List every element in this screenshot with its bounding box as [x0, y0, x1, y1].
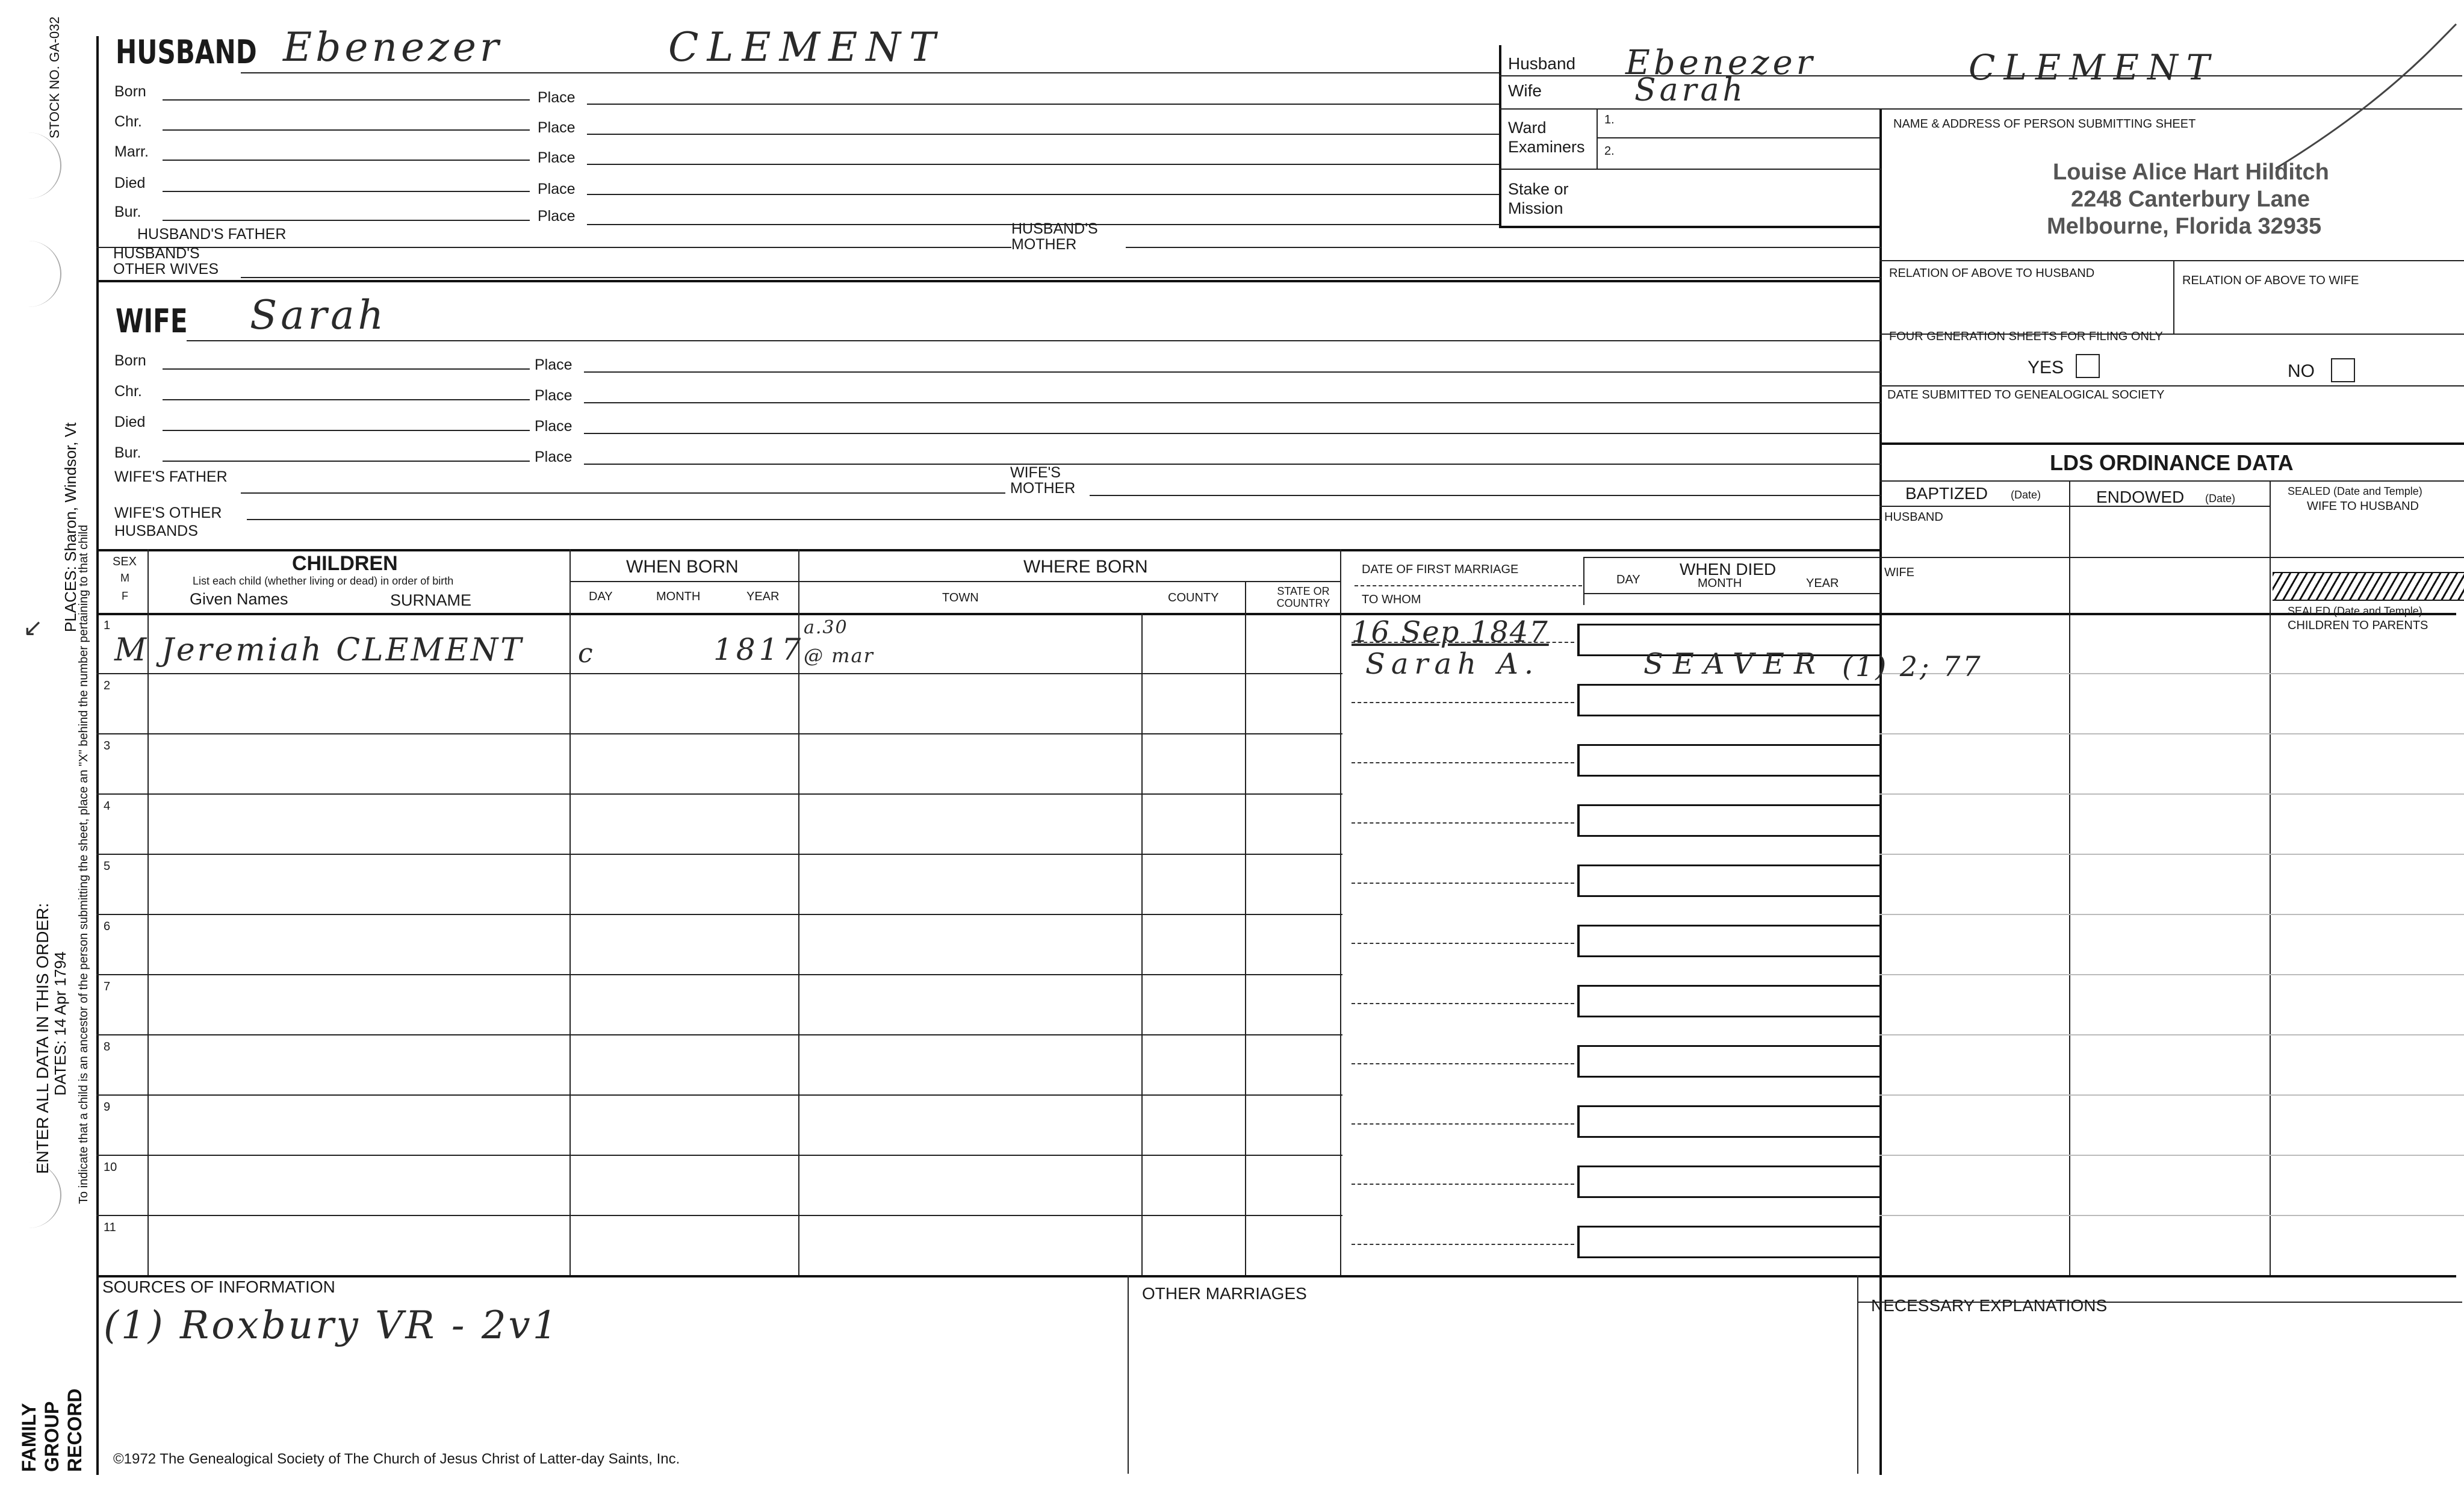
lds-col-divider-1 — [2069, 480, 2070, 1275]
sealed-wife-label: SEALED (Date and Temple) — [2288, 485, 2422, 497]
wife-born-date-line — [163, 368, 530, 370]
box-wife-label: Wife — [1508, 81, 1542, 100]
husband-marr-place-line — [587, 164, 1499, 165]
husband-name-line — [241, 72, 1499, 73]
marriage-dash — [1351, 1244, 1574, 1245]
lds-row-line — [1879, 854, 2464, 855]
wife-mother-label: WIFE'S MOTHER — [1010, 464, 1076, 497]
died-box — [1577, 744, 1882, 777]
wife-other-husbands-line — [247, 519, 1881, 520]
lds-top-line — [1879, 442, 2464, 445]
lds-row-line — [1879, 1034, 2464, 1035]
county-header: COUNTY — [1168, 591, 1219, 604]
punch-hole — [24, 241, 61, 307]
baptized-date-label: (Date) — [2011, 489, 2041, 501]
ward-examiners-label: Ward Examiners — [1508, 119, 1585, 156]
where-born-header: WHERE BORN — [1023, 557, 1148, 577]
record-title-1: FAMILY — [18, 1403, 40, 1472]
other-marriages-label: OTHER MARRIAGES — [1142, 1284, 1307, 1303]
child-1-spouse-ref: (1) 2; 77 — [1842, 650, 1983, 683]
died-box — [1577, 804, 1882, 837]
lds-title-line — [1879, 480, 2464, 482]
no-label: NO — [2288, 361, 2315, 381]
husband-surname: CLEMENT — [668, 24, 945, 70]
lds-row-line — [1879, 1155, 2464, 1156]
child-1-sex: M — [114, 632, 151, 668]
wife-other-husbands-label: WIFE'S OTHER HUSBANDS — [114, 504, 222, 539]
died-day-header: DAY — [1616, 573, 1640, 586]
sources-label: SOURCES OF INFORMATION — [102, 1277, 335, 1296]
wife-label: WIFE — [116, 302, 188, 340]
examiner-2: 2. — [1604, 144, 1615, 158]
husband-chr-date-line — [163, 129, 530, 131]
husband-marr-place-label: Place — [538, 149, 576, 166]
row-line — [96, 914, 1342, 915]
record-title-2: GROUP — [41, 1401, 63, 1472]
relation-divider — [2173, 260, 2174, 334]
child-1-year: 1817 — [713, 632, 805, 667]
row-number: 10 — [104, 1161, 117, 1174]
marriage-header-dash — [1355, 585, 1582, 586]
header-box-bottom — [1499, 226, 1881, 228]
no-checkbox[interactable] — [2331, 358, 2355, 382]
submitter-name: Louise Alice Hart Hilditch — [2053, 160, 2329, 185]
wife-chr-label: Chr. — [114, 383, 142, 400]
wife-bur-label: Bur. — [114, 444, 141, 461]
where-born-sub-line — [798, 581, 1340, 582]
husband-died-place-line — [587, 194, 1499, 195]
hatched-area — [2273, 572, 2464, 601]
row-number: 2 — [104, 679, 111, 692]
wife-died-place-label: Place — [535, 418, 573, 435]
where-born-col-divider — [1340, 549, 1341, 1275]
marriage-dash — [1351, 1003, 1574, 1004]
wife-chr-date-line — [163, 399, 530, 400]
county-col-divider — [1245, 581, 1246, 1275]
row-number: 1 — [104, 619, 111, 632]
row-number: 5 — [104, 860, 111, 873]
divider-husband-wife — [96, 280, 1881, 282]
to-whom-header: TO WHOM — [1362, 593, 1421, 606]
when-died-sub-line — [1583, 593, 1879, 594]
box-husband-label: Husband — [1508, 54, 1576, 73]
born-day-header: DAY — [589, 590, 613, 603]
row-number: 4 — [104, 799, 111, 813]
wife-name-line — [187, 340, 1881, 341]
died-year-header: YEAR — [1806, 577, 1839, 590]
husband-died-date-line — [163, 191, 530, 192]
died-box — [1577, 925, 1882, 957]
marriage-dash — [1351, 822, 1574, 824]
row-number: 11 — [104, 1221, 116, 1234]
sex-header: SEX — [113, 555, 137, 568]
explanations-line — [1857, 1302, 2462, 1303]
child-1-where-note-1: a.30 — [804, 617, 848, 638]
child-1-marriage-date: 16 Sep 1847 — [1351, 615, 1549, 649]
wife-chr-place-label: Place — [535, 387, 573, 404]
lds-husband-line — [1879, 557, 2464, 558]
when-died-top-line — [1583, 557, 1879, 558]
relation-husband-label: RELATION OF ABOVE TO HUSBAND — [1889, 267, 2095, 280]
sources-divider — [1128, 1275, 1129, 1474]
sex-m: M — [120, 572, 129, 584]
died-box — [1577, 864, 1882, 897]
born-year-header: YEAR — [746, 590, 780, 603]
husband-died-label: Died — [114, 175, 146, 191]
died-box — [1577, 1166, 1882, 1198]
right-panel-border — [1879, 108, 1882, 1475]
box-husband-given: Ebenezer — [1625, 43, 1816, 82]
wife-given-name: Sarah — [250, 292, 387, 338]
born-month-header: MONTH — [656, 590, 701, 603]
husband-born-place-line — [587, 104, 1499, 105]
ancestor-instruction: To indicate that a child is an ancestor of the person submitting the sheet, place an "X" behind the number pertaining to that child — [77, 524, 90, 1204]
husband-other-wives-label: HUSBAND'S OTHER WIVES — [113, 245, 219, 278]
husband-bur-label: Bur. — [114, 203, 141, 220]
died-box — [1577, 985, 1882, 1017]
lds-row-line — [1879, 1215, 2464, 1216]
endowed-date-label: (Date) — [2205, 492, 2236, 504]
lds-row-line — [1879, 1094, 2464, 1096]
wife-born-place-line — [584, 371, 1881, 373]
four-gen-bottom-line — [1879, 385, 2464, 386]
left-border — [96, 36, 99, 1475]
child-1-where-note-2: @ mar — [804, 644, 874, 667]
sex-f: F — [122, 590, 128, 602]
surname-header: SURNAME — [390, 591, 472, 609]
husband-marr-date-line — [163, 160, 530, 161]
punch-hole — [24, 132, 61, 199]
town-col-divider — [1141, 613, 1143, 1275]
enter-order: ENTER ALL DATA IN THIS ORDER: — [33, 902, 52, 1174]
copyright: ©1972 The Genealogical Society of The Church of Jesus Christ of Latter-day Saints, Inc. — [113, 1451, 680, 1467]
wife-bur-date-line — [163, 461, 530, 462]
lds-row-line — [1879, 733, 2464, 734]
child-1-spouse-surname: SEAVER — [1643, 647, 1826, 681]
husband-label: HUSBAND — [116, 33, 257, 71]
sealed-children-label: SEALED (Date and Temple) — [2288, 605, 2422, 617]
wife-mother-line — [1090, 495, 1881, 496]
child-1-day: c — [578, 638, 597, 669]
husband-marr-label: Marr. — [114, 143, 149, 160]
row-number: 6 — [104, 920, 111, 933]
husband-born-label: Born — [114, 83, 146, 100]
relation-wife-label: RELATION OF ABOVE TO WIFE — [2182, 274, 2359, 287]
dates-order: DATES: 14 Apr 1794 — [51, 951, 69, 1096]
husband-other-wives-line — [241, 277, 1881, 278]
sources-value: (1) Roxbury VR - 2v1 — [104, 1303, 560, 1348]
given-names-header: Given Names — [190, 590, 288, 608]
row-number: 7 — [104, 980, 111, 993]
marriage-dash — [1351, 883, 1574, 884]
examiner-1: 1. — [1604, 113, 1615, 126]
husband-mother-label: HUSBAND'S MOTHER — [1011, 220, 1098, 253]
stake-mission-label: Stake or Mission — [1508, 180, 1569, 217]
box-wife-given: Sarah — [1634, 72, 1746, 108]
marriage-dash — [1351, 1123, 1574, 1125]
yes-label: YES — [2028, 358, 2064, 377]
child-1-spouse-given: Sarah A. — [1365, 647, 1540, 681]
x-mark: ↙ — [23, 615, 43, 641]
submitter-bottom-line — [1879, 260, 2464, 261]
sealed-children-label-2: CHILDREN TO PARENTS — [2288, 619, 2428, 632]
record-title-3: RECORD — [64, 1388, 85, 1472]
row-line — [96, 1034, 1342, 1035]
wife-father-line — [241, 492, 1005, 494]
state-header: STATE OR COUNTRY — [1276, 585, 1330, 609]
when-died-divider — [1583, 557, 1584, 605]
lds-title: LDS ORDINANCE DATA — [2050, 450, 2294, 475]
row-line — [96, 974, 1342, 975]
row-number: 3 — [104, 739, 111, 753]
marriage-dash — [1351, 702, 1574, 703]
town-header: TOWN — [942, 591, 979, 604]
died-box — [1577, 1105, 1882, 1138]
header-box-border — [1499, 45, 1501, 226]
husband-born-date-line — [163, 99, 530, 101]
wife-father-label: WIFE'S FATHER — [114, 468, 228, 485]
row-line — [96, 1094, 1342, 1096]
died-month-header: MONTH — [1698, 577, 1742, 590]
submitter-city: Melbourne, Florida 32935 — [2047, 214, 2322, 239]
marriage-dash — [1351, 943, 1574, 944]
died-box — [1577, 684, 1882, 716]
wife-born-place-label: Place — [535, 356, 573, 373]
row-line — [96, 854, 1342, 855]
row-line — [96, 673, 1342, 674]
row-number: 8 — [104, 1040, 111, 1054]
lds-husband-label: HUSBAND — [1884, 511, 1943, 524]
divider-children — [96, 549, 1881, 551]
lds-row-line — [1879, 914, 2464, 915]
first-marriage-header: DATE OF FIRST MARRIAGE — [1362, 563, 1519, 576]
marriage-dash — [1351, 1063, 1574, 1064]
died-box — [1577, 1045, 1882, 1078]
children-header: CHILDREN — [292, 552, 398, 575]
submitter-label: NAME & ADDRESS OF PERSON SUBMITTING SHEET — [1893, 117, 2196, 131]
places-order: PLACES: Sharon, Windsor, Vt — [61, 422, 79, 632]
wife-born-label: Born — [114, 352, 146, 369]
husband-died-place-label: Place — [538, 181, 576, 197]
wife-bur-place-label: Place — [535, 449, 573, 465]
children-table-bottom — [96, 1275, 2456, 1277]
box-husband-surname: CLEMENT — [1969, 47, 2218, 88]
endowed-label: ENDOWED — [2096, 488, 2185, 506]
husband-chr-place-line — [587, 134, 1499, 135]
husband-born-place-label: Place — [538, 89, 576, 106]
when-born-header: WHEN BORN — [626, 557, 739, 577]
wife-died-place-line — [584, 433, 1881, 434]
examiner-1-line — [1597, 137, 1879, 138]
necessary-explanations-label: NECESSARY EXPLANATIONS — [1871, 1296, 2108, 1315]
husband-father-line — [96, 247, 1011, 248]
ward-divider — [1597, 108, 1598, 169]
lds-row-line — [1879, 793, 2464, 795]
sealed-wife-label-2: WIFE TO HUSBAND — [2307, 500, 2419, 513]
husband-given-name: Ebenezer — [283, 24, 503, 70]
lds-sub-line — [1879, 506, 2270, 507]
children-header-bottom — [96, 613, 2456, 615]
when-born-sub-line — [569, 581, 798, 582]
lds-row-line — [1879, 974, 2464, 975]
husband-bur-place-label: Place — [538, 208, 576, 225]
husband-father-label: HUSBAND'S FATHER — [137, 226, 287, 243]
husband-chr-place-label: Place — [538, 119, 576, 136]
four-gen-label: FOUR GENERATION SHEETS FOR FILING ONLY — [1889, 330, 2163, 343]
wife-bur-place-line — [584, 464, 1881, 465]
child-1-name: Jeremiah CLEMENT — [161, 632, 524, 668]
date-submitted-label: DATE SUBMITTED TO GENEALOGICAL SOCIETY — [1887, 388, 2165, 402]
lds-col-divider-2 — [2270, 480, 2271, 1275]
lds-wife-label: WIFE — [1884, 566, 1914, 579]
examiner-2-line — [1499, 169, 1881, 170]
other-marriages-divider — [1857, 1275, 1858, 1474]
husband-bur-date-line — [163, 220, 530, 221]
row-line — [96, 793, 1342, 795]
wife-died-label: Died — [114, 414, 146, 430]
wife-chr-place-line — [584, 402, 1881, 403]
row-line — [96, 733, 1342, 734]
stock-number: STOCK NO. GA-032 — [47, 16, 62, 138]
wife-died-date-line — [163, 430, 530, 431]
when-died-header: WHEN DIED — [1680, 560, 1777, 579]
row-number: 9 — [104, 1100, 111, 1114]
baptized-label: BAPTIZED — [1905, 484, 1988, 503]
husband-mother-line — [1126, 247, 1881, 248]
children-col-divider — [569, 549, 571, 1275]
husband-chr-label: Chr. — [114, 113, 142, 130]
died-box — [1577, 1226, 1882, 1258]
marriage-dash — [1351, 1184, 1574, 1185]
row-line — [96, 1215, 1342, 1216]
submitter-street: 2248 Canterbury Lane — [2071, 187, 2310, 212]
children-note: List each child (whether living or dead) in order of birth — [193, 575, 454, 587]
row-line — [96, 1155, 1342, 1156]
yes-checkbox[interactable] — [2076, 354, 2100, 378]
marriage-dash — [1351, 762, 1574, 763]
